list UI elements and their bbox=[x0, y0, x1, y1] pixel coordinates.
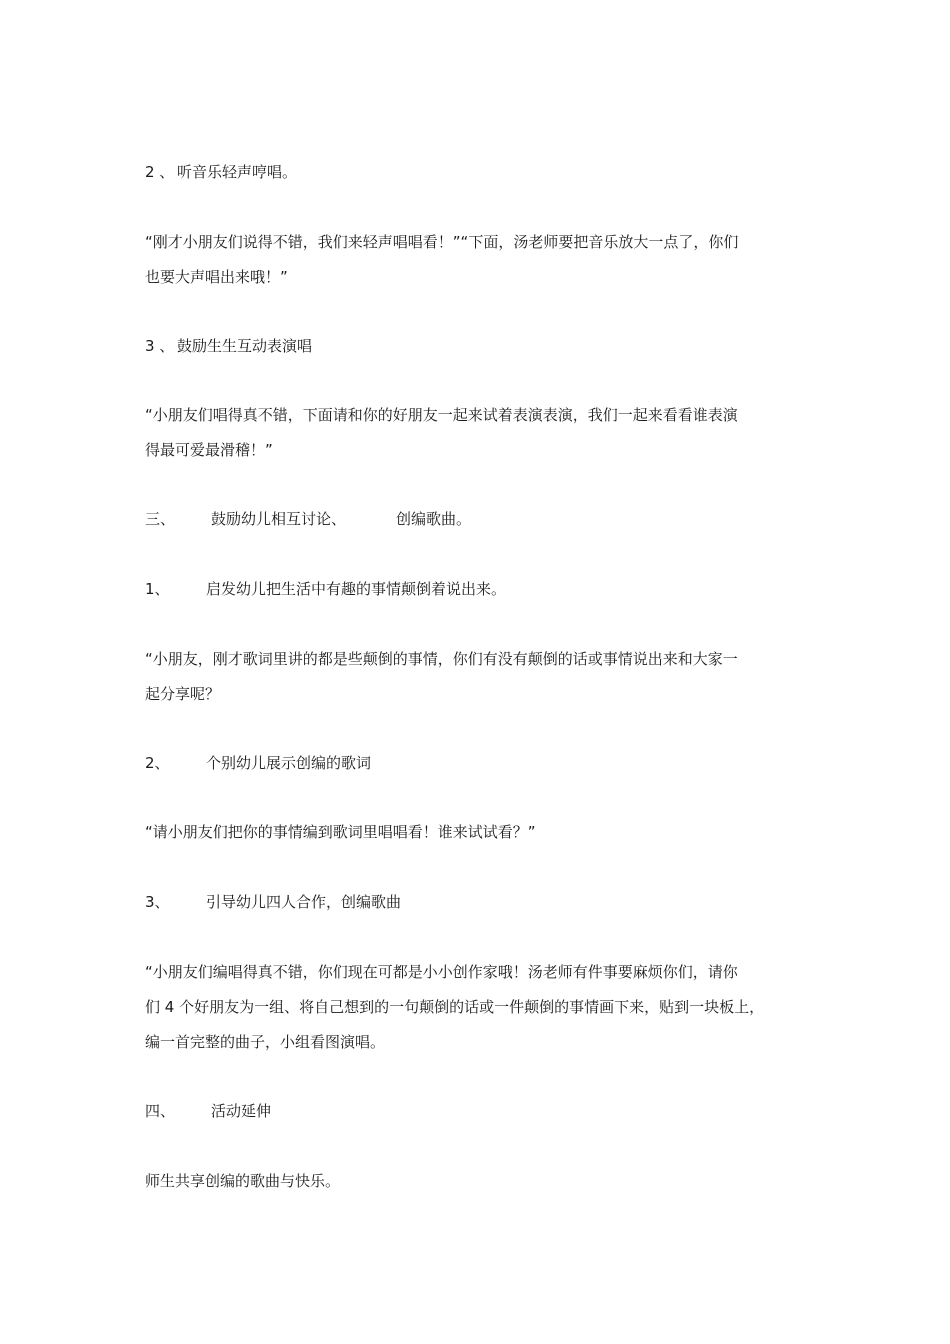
heading-three-part-1: 鼓励幼儿相互讨论、 bbox=[211, 510, 347, 528]
paragraph-4-line-1: “请小朋友们把你的事情编到歌词里唱唱看！谁来试试看？” bbox=[145, 823, 536, 841]
paragraph-1-line-2: 也要大声唱出来哦！” bbox=[145, 268, 288, 286]
item-1-number: 1、 bbox=[145, 580, 170, 598]
item-2-text: 个别幼儿展示创编的歌词 bbox=[206, 754, 372, 772]
paragraph-6-line-1: 师生共享创编的歌曲与快乐。 bbox=[145, 1172, 341, 1190]
heading-three bbox=[145, 509, 825, 529]
item-3-number: 3、 bbox=[145, 893, 170, 911]
item-1-text: 启发幼儿把生活中有趣的事情颠倒着说出来。 bbox=[206, 580, 507, 598]
paragraph-2-line-2: 得最可爱最滑稽！” bbox=[145, 441, 273, 459]
heading-three-number: 三、 bbox=[145, 510, 176, 528]
heading-four-number: 四、 bbox=[145, 1102, 176, 1120]
section-2-heading bbox=[145, 162, 825, 182]
section-3-number: 3 、 bbox=[145, 337, 175, 355]
paragraph-3-line-1: “小朋友，刚才歌词里讲的都是些颠倒的事情，你们有没有颠倒的话或事情说出来和大家一 bbox=[145, 650, 738, 668]
heading-four-text: 活动延伸 bbox=[211, 1102, 272, 1120]
item-2 bbox=[145, 753, 825, 773]
paragraph-3-line-2: 起分享呢？ bbox=[145, 685, 221, 703]
paragraph-2-line-1: “小朋友们唱得真不错，下面请和你的好朋友一起来试着表演表演，我们一起来看看谁表演 bbox=[145, 406, 738, 424]
paragraph-1-line-1: “刚才小朋友们说得不错，我们来轻声唱唱看！”“下面，汤老师要把音乐放大一点了，你们 bbox=[145, 233, 739, 251]
section-2-text: 听音乐轻声哼唱。 bbox=[177, 163, 298, 181]
heading-three-part-2: 创编歌曲。 bbox=[396, 510, 472, 528]
section-3-heading bbox=[145, 336, 825, 356]
heading-four bbox=[145, 1101, 825, 1121]
paragraph-5-line-2: 们 4 个好朋友为一组、将自己想到的一句颠倒的话或一件颠倒的事情画下来，贴到一块板上， bbox=[145, 998, 765, 1016]
item-2-number: 2、 bbox=[145, 754, 170, 772]
item-3-text: 引导幼儿四人合作，创编歌曲 bbox=[206, 893, 402, 911]
section-2-number: 2 、 bbox=[145, 163, 175, 181]
paragraph-5-line-1: “小朋友们编唱得真不错，你们现在可都是小小创作家哦！汤老师有件事要麻烦你们，请你 bbox=[145, 963, 738, 981]
section-3-text: 鼓励生生互动表演唱 bbox=[177, 337, 313, 355]
paragraph-5-line-3: 编一首完整的曲子，小组看图演唱。 bbox=[145, 1033, 386, 1051]
item-3 bbox=[145, 892, 825, 912]
item-1 bbox=[145, 579, 825, 599]
